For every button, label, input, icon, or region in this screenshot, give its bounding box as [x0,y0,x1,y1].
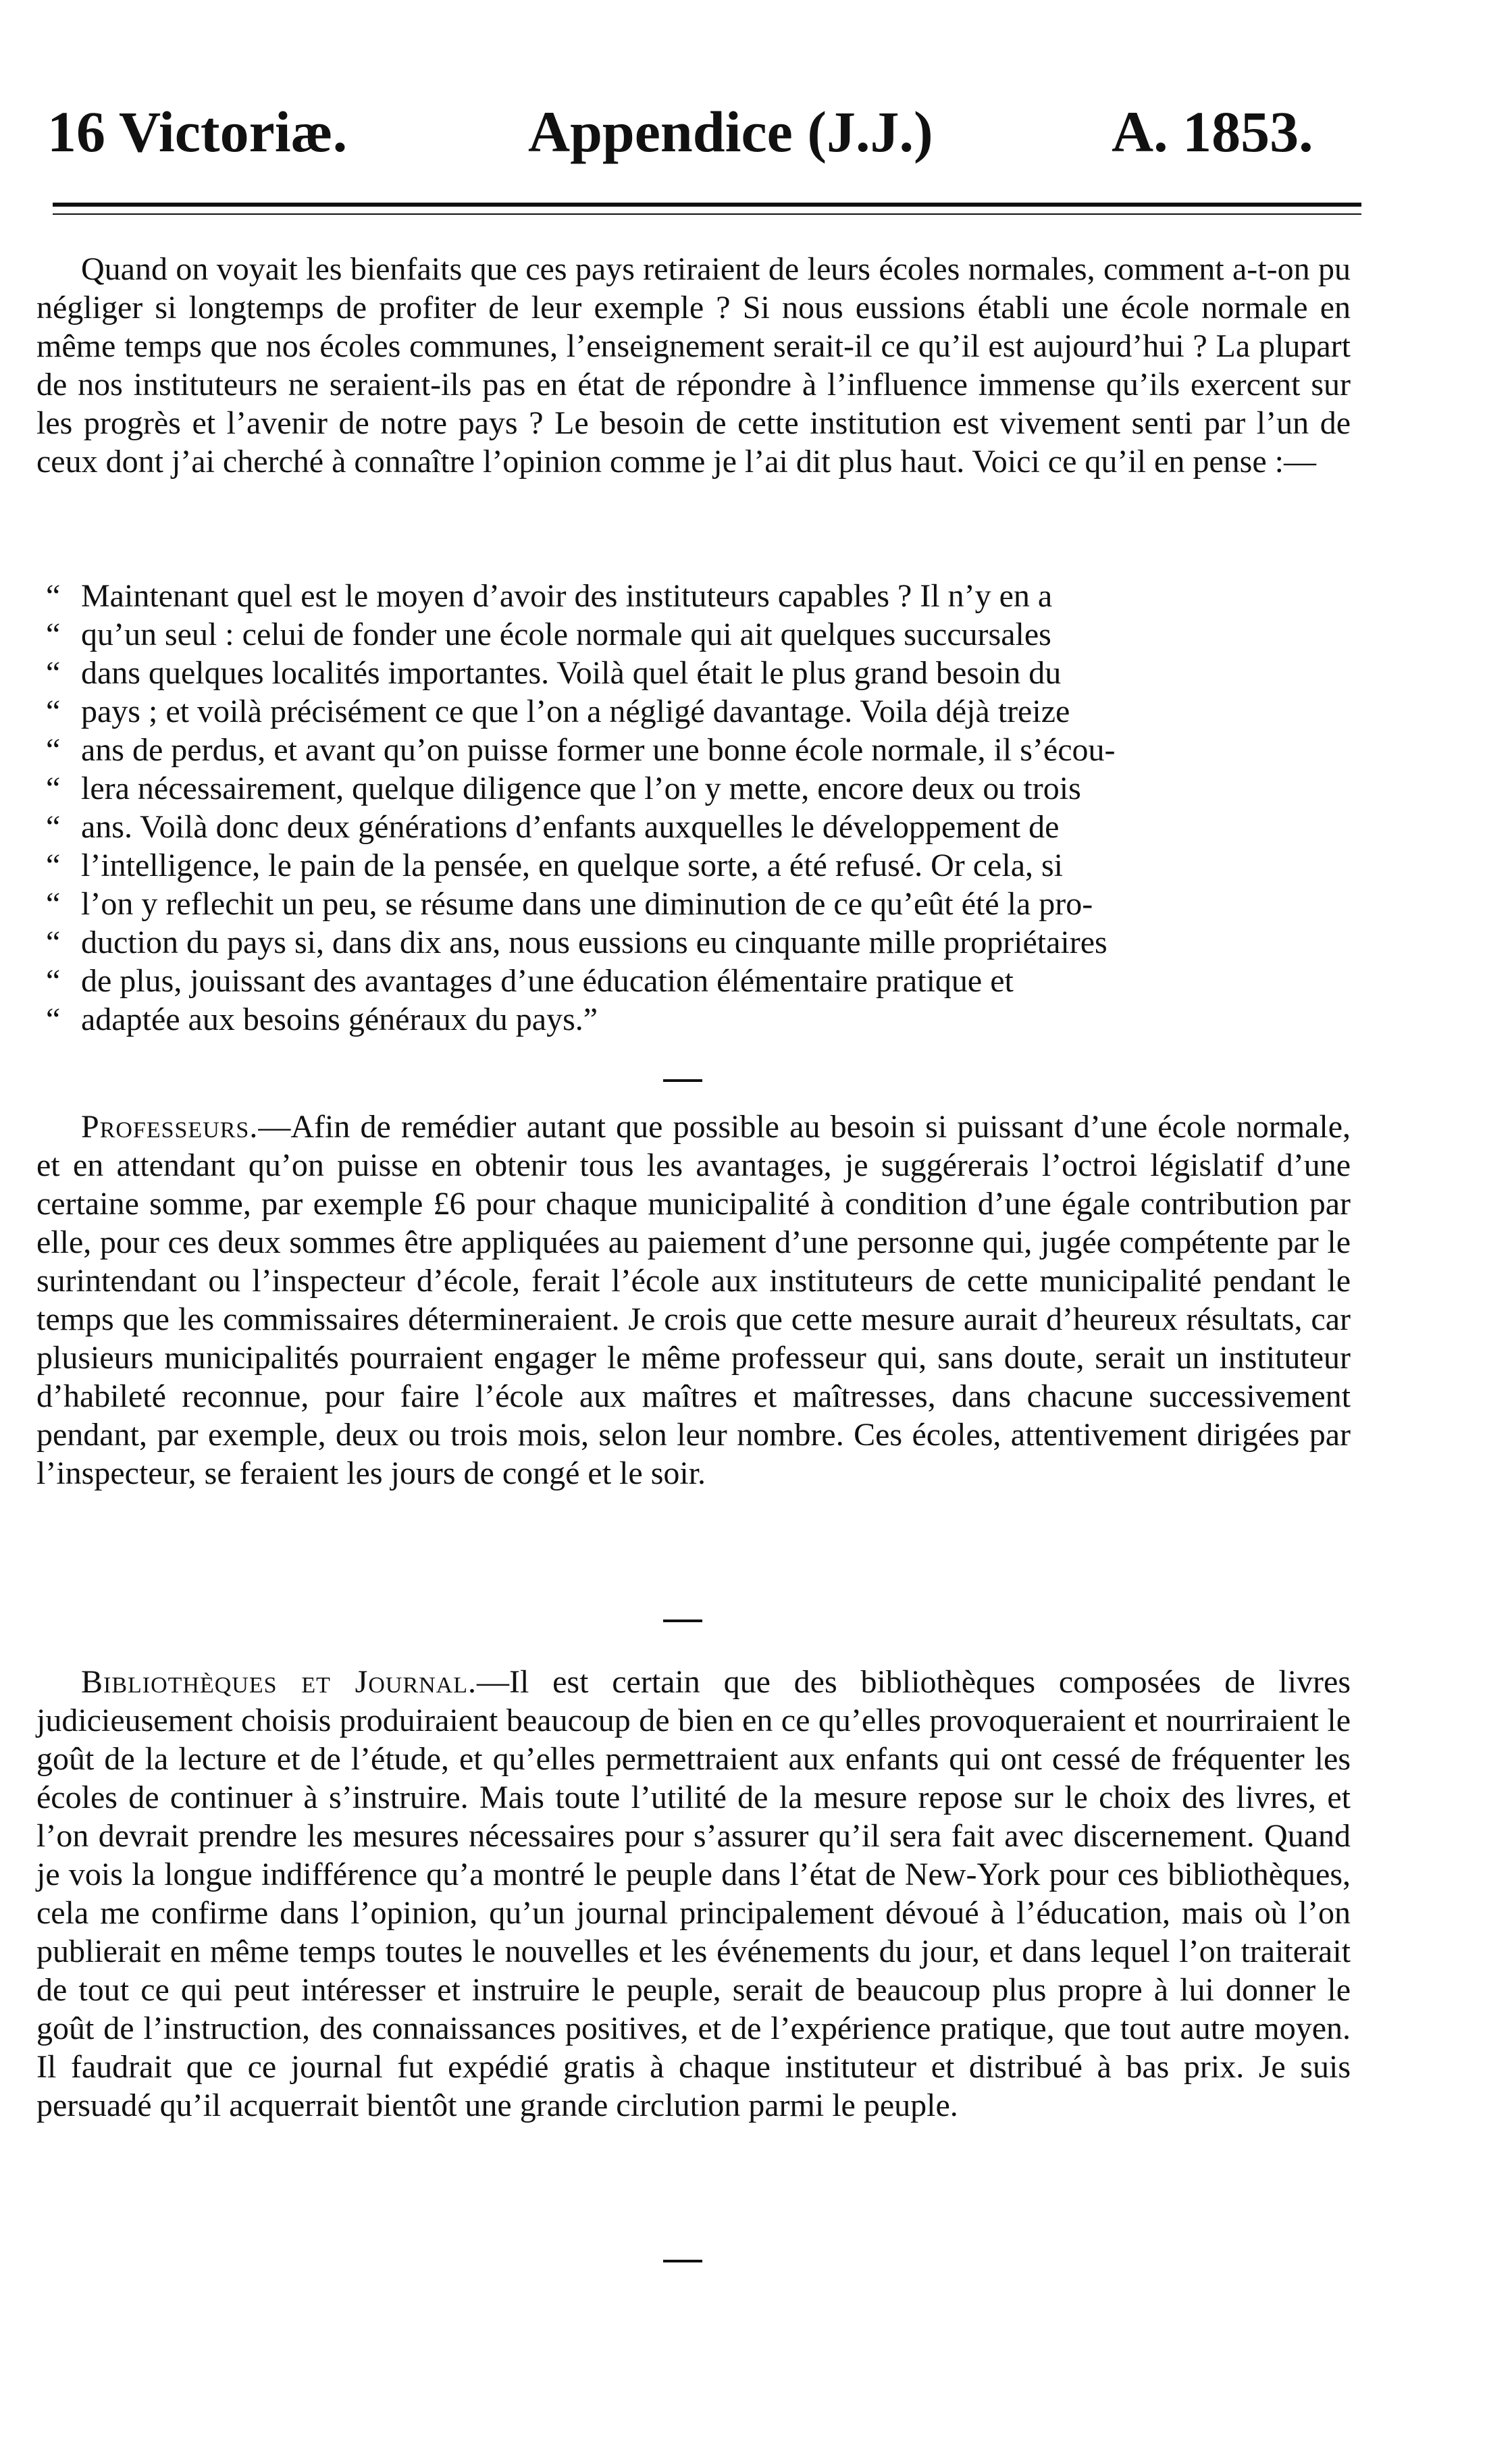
header-appendix: Appendice (J.J.) [528,99,933,164]
header-rule-thin [53,213,1361,215]
quote-line: “ pays ; et voilà précisément ce que l’on a négligé davantage. Voila déjà treize [46,694,1070,729]
bibliotheques-heading: Bibliothèques et Journal. [81,1664,477,1700]
quote-line: “ duction du pays si, dans dix ans, nous eussions eu cinquante mille propriétaires [46,925,1107,960]
quotation-block [36,577,1351,1039]
header-regnal-year: 16 Victoriæ. [47,99,348,164]
section-separator [663,1079,702,1082]
bibliotheques-paragraph [36,1663,1351,2125]
quote-line: “ l’on y reflechit un peu, se résume dans une diminution de ce qu’eût été la pro- [46,886,1093,922]
professeurs-heading: Professeurs. [81,1109,259,1145]
quote-line: “ adaptée aux besoins généraux du pays.” [46,1002,598,1037]
quote-line: “ qu’un seul : celui de fonder une école normale qui ait quelques succursales [46,617,1051,652]
bibliotheques-body: —Il est certain que des bibliothèques composées de livres judicieusement choisis produiraient beaucoup de bien en ce qu’elles provoqueraient et nourriraient le goût de la lecture et de l’étude, et qu’elles permettraient aux enfants qui ont cessé de fréquenter les écoles de continuer à s’instruire. Mais toute l’utilité de la mesure repose sur le choix des livres, et l’on devrait prendre les mesures nécessaires pour s’assurer qu’il sera fait avec discernement. Quand je vois la longue indifférence qu’a montré le peuple dans l’état de New-York pour ces bibliothèques, cela me confirme dans l’opinion, qu’un journal principalement dévoué à l’éducation, mais où l’on publierait en même temps toutes le nouvelles et les événements du jour, et dans lequel l’on traiterait de tout ce qui peut intéresser et instruire le peuple, serait de beaucoup plus propre à lui donner le goût de l’instruction, des connaissances positives, et de l’expérience pratique, que tout autre moyen. Il faudrait que ce journal fut expédié gratis à chaque instituteur et distribué à bas prix. Je suis persuadé qu’il acquerrait bientôt une grande circlution parmi le peuple. [36,1664,1351,2123]
professeurs-section [36,1108,1351,1493]
quote-line: “ ans de perdus, et avant qu’on puisse former une bonne école normale, il s’écou- [46,732,1116,768]
quote-line: “ ans. Voilà donc deux générations d’enfants auxquelles le développement de [46,809,1060,845]
professeurs-body: —Afin de remédier autant que possible au besoin si puissant d’une école normale, et en attendant qu’on puisse en obtenir tous les avantages, je suggérerais l’octroi législatif d’une certaine somme, par exemple £6 pour chaque municipalité à condition d’une égale contribution par elle, pour ces deux sommes être appliquées au paiement d’une personne qui, jugée compétente par le surintendant ou l’inspecteur d’école, ferait l’école aux instituteurs de cette municipalité pendant le temps que les commissaires détermineraient. Je crois que cette mesure aurait d’heureux résultats, car plusieurs municipalités pourraient engager le même professeur qui, sans doute, serait un instituteur d’habileté reconnue, pour faire l’école aux maîtres et maîtresses, dans chacune successivement pendant, par exemple, deux ou trois mois, selon leur nombre. Ces écoles, attentivement dirigées par l’inspecteur, se feraient les jours de congé et le soir. [36,1109,1351,1491]
quote-line: “ Maintenant quel est le moyen d’avoir des instituteurs capables ? Il n’y en a [46,578,1053,614]
intro-paragraph: Quand on voyait les bienfaits que ces pays retiraient de leurs écoles normales, comment a-t-on pu négliger si longtemps de profiter de leur exemple ? Si nous eussions établi une école normale en même temps que nos écoles communes, l’enseignement serait-il ce qu’il est aujourd’hui ? La plupart de nos instituteurs ne seraient-ils pas en état de répondre à l’influence immense qu’ils exercent sur les progrès et l’avenir de notre pays ? Le besoin de cette institution est vivement senti par l’un de ceux dont j’ai cherché à connaître l’opinion comme je l’ai dit plus haut. Voici ce qu’il en pense :— [36,251,1351,480]
intro-paragraph-block [36,250,1351,481]
header-year: A. 1853. [1112,99,1313,164]
professeurs-paragraph [36,1108,1351,1493]
quote-line: “ de plus, jouissant des avantages d’une éducation élémentaire pratique et [46,963,1014,999]
section-separator [663,2260,702,2262]
section-separator [663,1620,702,1622]
bibliotheques-section [36,1663,1351,2125]
quote-line: “ dans quelques localités importantes. Voilà quel était le plus grand besoin du [46,655,1062,691]
quote-line: “ lera nécessairement, quelque diligence que l’on y mette, encore deux ou trois [46,771,1081,806]
page-header [47,95,1371,169]
header-rule-thick [53,203,1361,207]
quote-line: “ l’intelligence, le pain de la pensée, en quelque sorte, a été refusé. Or cela, si [46,848,1064,883]
